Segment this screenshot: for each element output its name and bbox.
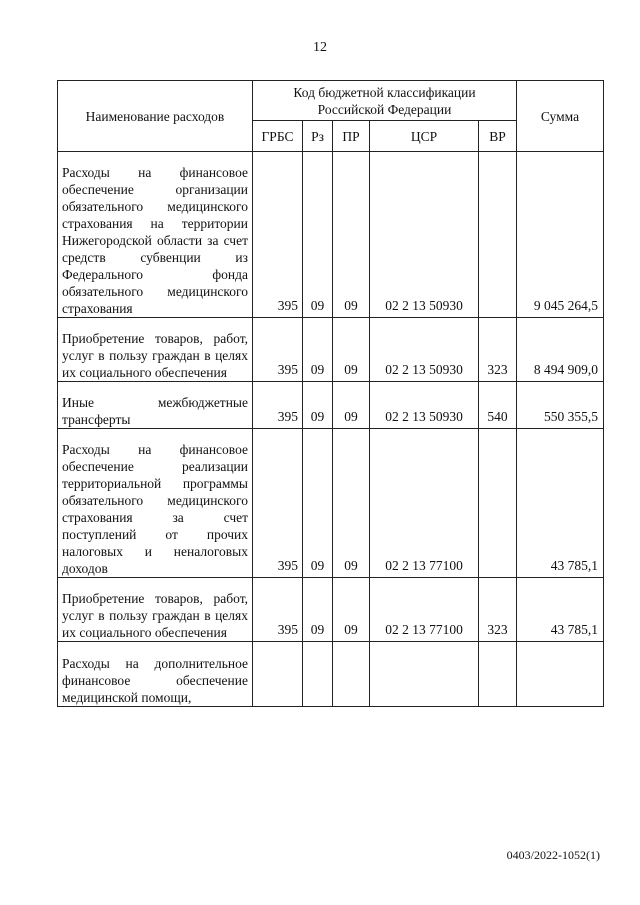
row-vr: 323 <box>479 578 517 642</box>
row-sum: 550 355,5 <box>517 382 604 429</box>
table-row <box>58 429 604 578</box>
row-sum: 9 045 264,5 <box>517 152 604 318</box>
row-csr: 02 2 13 77100 <box>370 429 479 578</box>
header-code-group <box>253 81 517 121</box>
row-name: Расходы на дополнительное финансовое обеспечение медицинской помощи, <box>58 642 253 707</box>
row-name: Приобретение товаров, работ, услуг в пользу граждан в целях их социального обеспечения <box>58 318 253 382</box>
row-csr: 02 2 13 50930 <box>370 318 479 382</box>
header-col-csr: ЦСР <box>370 121 479 152</box>
header-code-group-line2: Российской Федерации <box>317 101 452 117</box>
row-vr: 323 <box>479 318 517 382</box>
row-vr: 540 <box>479 382 517 429</box>
document-code: 0403/2022-1052(1) <box>506 848 600 862</box>
row-sum: 8 494 909,0 <box>517 318 604 382</box>
row-pr: 09 <box>333 318 370 382</box>
header-code-group-line1: Код бюджетной классификации <box>293 84 476 100</box>
header-name-col: Наименование расходов <box>58 81 253 152</box>
page-number: 12 <box>313 40 327 55</box>
row-pr: 09 <box>333 429 370 578</box>
row-rz: 09 <box>303 382 333 429</box>
row-vr <box>479 642 517 707</box>
row-sum: 43 785,1 <box>517 429 604 578</box>
header-col-pr: ПР <box>333 121 370 152</box>
row-grbs: 395 <box>253 152 303 318</box>
row-rz: 09 <box>303 318 333 382</box>
row-csr: 02 2 13 50930 <box>370 382 479 429</box>
row-rz: 09 <box>303 152 333 318</box>
row-pr: 09 <box>333 382 370 429</box>
row-sum <box>517 642 604 707</box>
row-grbs: 395 <box>253 382 303 429</box>
table-row <box>58 578 604 642</box>
header-col-grbs: ГРБС <box>253 121 303 152</box>
row-csr: 02 2 13 50930 <box>370 152 479 318</box>
budget-table <box>57 80 604 707</box>
row-rz <box>303 642 333 707</box>
row-name: Приобретение товаров, работ, услуг в пользу граждан в целях их социального обеспечения <box>58 578 253 642</box>
row-pr: 09 <box>333 578 370 642</box>
row-grbs: 395 <box>253 578 303 642</box>
row-csr: 02 2 13 77100 <box>370 578 479 642</box>
row-name: Расходы на финансовое обеспечение реализации территориальной программы обязательного медицинского страхования за счет поступлений от прочих налоговых и неналоговых доходов <box>58 429 253 578</box>
row-pr <box>333 642 370 707</box>
table-row <box>58 642 604 707</box>
table-row <box>58 318 604 382</box>
row-rz: 09 <box>303 429 333 578</box>
row-vr <box>479 429 517 578</box>
table-row <box>58 382 604 429</box>
header-sum-col: Сумма <box>517 81 604 152</box>
row-csr <box>370 642 479 707</box>
row-grbs <box>253 642 303 707</box>
row-vr <box>479 152 517 318</box>
row-rz: 09 <box>303 578 333 642</box>
row-pr: 09 <box>333 152 370 318</box>
row-grbs: 395 <box>253 318 303 382</box>
header-col-rz: Рз <box>303 121 333 152</box>
row-grbs: 395 <box>253 429 303 578</box>
header-col-vr: ВР <box>479 121 517 152</box>
row-sum: 43 785,1 <box>517 578 604 642</box>
table-row <box>58 152 604 318</box>
row-name: Иные межбюджетные трансферты <box>58 382 253 429</box>
row-name: Расходы на финансовое обеспечение организации обязательного медицинского страхования на территории Нижегородской области за счет средств субвенции из Федерального фонда обязательного медицинского страхования <box>58 152 253 318</box>
